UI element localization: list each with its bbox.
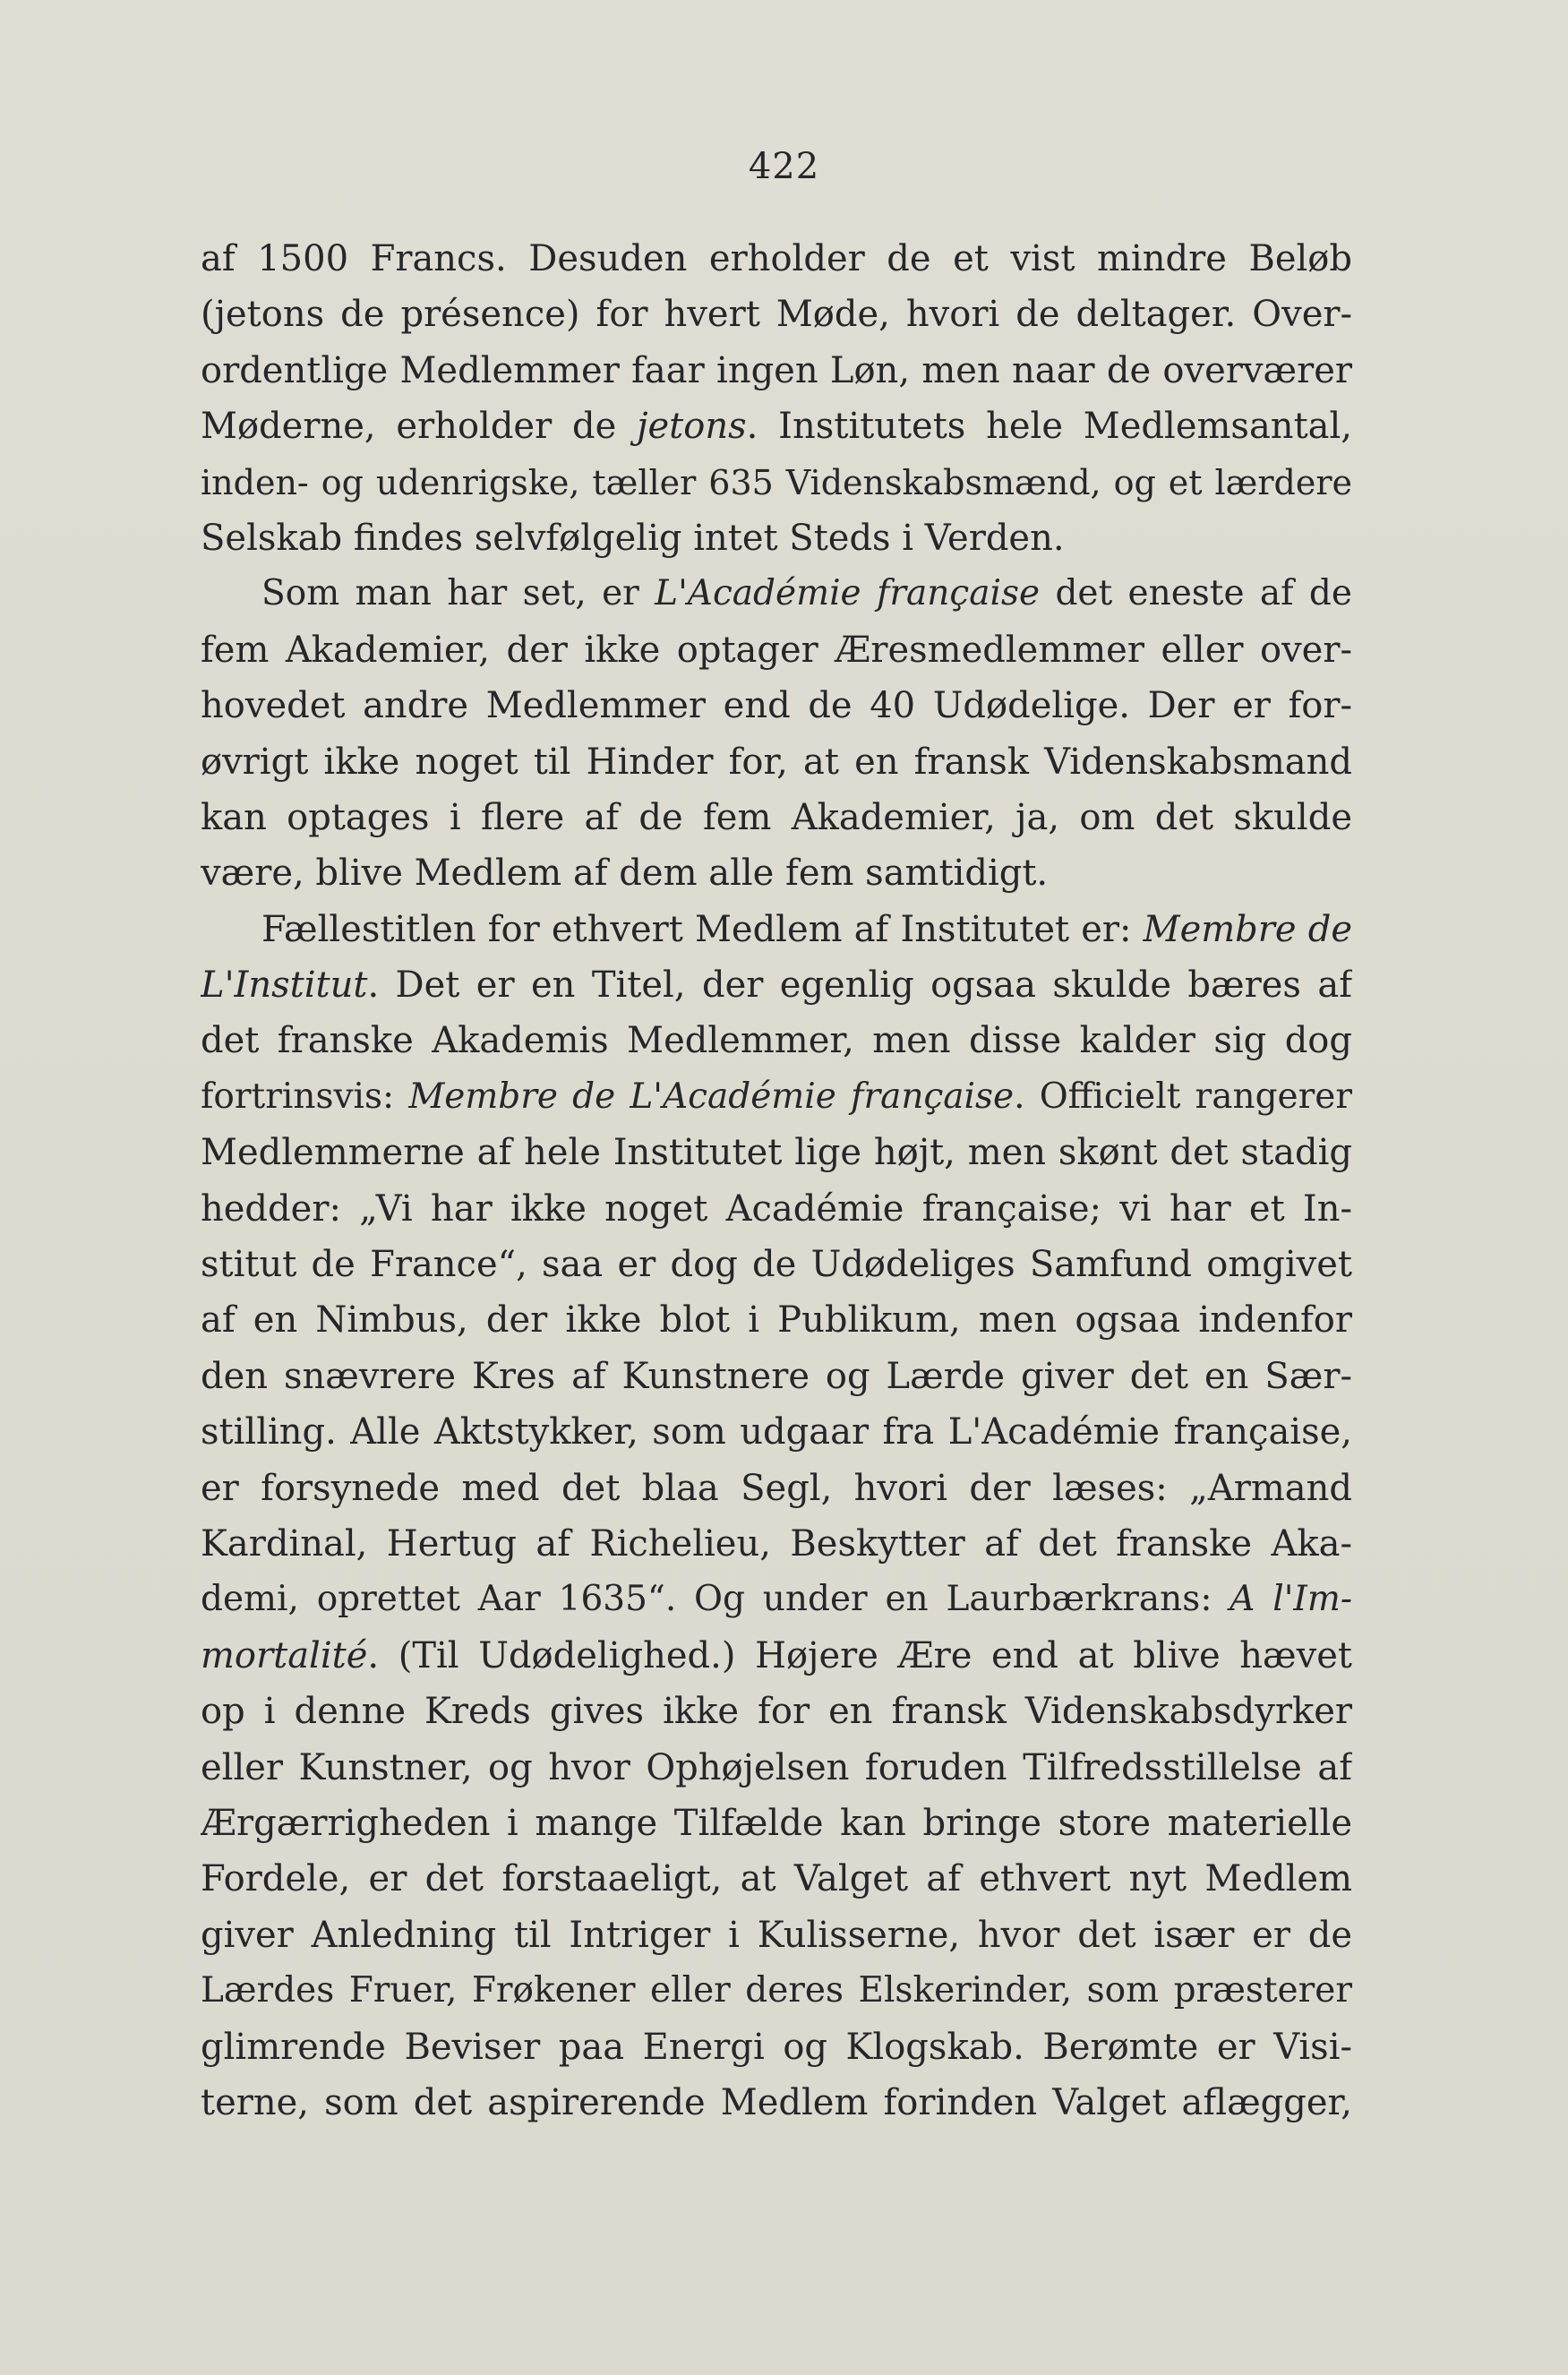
text-segment: stitut de France“, saa er dog de Udødeliges Samfund omgivet [201, 1244, 1352, 1286]
text-line [201, 399, 1352, 454]
text-line [201, 1572, 1352, 1627]
text-line [201, 343, 1352, 399]
italic-text: L'Institut [201, 965, 368, 1007]
text-segment: øvrigt ikke noget til Hinder for, at en fransk Videnskabsmand [201, 741, 1352, 783]
text-line [201, 1404, 1352, 1460]
text-line [201, 622, 1352, 678]
text-segment: op i denne Kreds gives ikke for en fransk Videnskabsdyrker [201, 1691, 1352, 1733]
text-segment: Kardinal, Hertug af Richelieu, Beskytter af det franske Aka- [201, 1522, 1352, 1565]
text-segment: hedder: „Vi har ikke noget Académie française; vi har et In- [201, 1188, 1352, 1230]
text-segment: demi, oprettet Aar 1635“. Og under en Laurbærkrans: [201, 1579, 1230, 1620]
text-line [201, 1516, 1352, 1572]
text-line [201, 2075, 1352, 2131]
italic-text: A l'Im- [1230, 1579, 1352, 1620]
text-line [201, 1069, 1352, 1125]
italic-text: Membre de L'Académie française [408, 1076, 1015, 1117]
text-line [201, 1908, 1352, 1963]
text-line [201, 287, 1352, 342]
text-segment: glimrende Beviser paa Energi og Klogskab. Berømte er Visi- [201, 2026, 1352, 2068]
text-segment: være, blive Medlem af dem alle fem samtidigt. [201, 853, 1049, 895]
text-segment: det eneste af de [1040, 573, 1352, 614]
page-number: 422 [748, 146, 820, 187]
text-segment: hovedet andre Medlemmer end de 40 Udødelige. Der er for- [201, 685, 1352, 727]
text-segment: stilling. Alle Aktstykker, som udgaar fra L'Académie française, [201, 1411, 1352, 1453]
text-segment: Ærgærrigheden i mange Tilfælde kan bringe store materielle [201, 1802, 1352, 1844]
text-line [201, 455, 1352, 510]
text-segment: ordentlige Medlemmer faar ingen Løn, men naar de overværer [201, 349, 1352, 391]
text-line [201, 1125, 1352, 1180]
text-segment: Som man har set, er [261, 573, 655, 614]
text-line [201, 1013, 1352, 1068]
text-line [201, 1740, 1352, 1796]
text-segment: Fordele, er det forstaaeligt, at Valget af ethvert nyt Medlem [201, 1858, 1352, 1900]
text-line [201, 790, 1352, 845]
text-line [201, 1461, 1352, 1516]
italic-text: mortalité [201, 1634, 368, 1676]
text-segment: . Institutets hele Medlemsantal, [746, 406, 1352, 448]
text-segment: af en Nimbus, der ikke blot i Publikum, men ogsaa indenfor [201, 1299, 1352, 1342]
text-segment: Fællestitlen for ethvert Medlem af Institutet er: [261, 908, 1144, 950]
body-text [201, 231, 1352, 2131]
text-segment: terne, som det aspirerende Medlem forinden Valget aflægger, [201, 2081, 1352, 2123]
text-segment: det franske Akademis Medlemmer, men disse kalder sig dog [201, 1020, 1352, 1062]
text-line [201, 1684, 1352, 1739]
text-line [201, 510, 1352, 566]
text-segment: Møderne, erholder de [201, 406, 638, 448]
text-segment: . Officielt rangerer [1014, 1076, 1352, 1117]
text-segment: (jetons de présence) for hvert Møde, hvori de deltager. Over- [201, 294, 1352, 336]
italic-text: jetons [637, 406, 747, 448]
text-line [201, 566, 1352, 622]
text-segment: den snævrere Kres af Kunstnere og Lærde giver det en Sær- [201, 1355, 1352, 1397]
text-line [201, 1796, 1352, 1851]
text-segment: . (Til Udødelighed.) Højere Ære end at blive hævet [367, 1634, 1352, 1676]
italic-text: Membre de [1143, 908, 1352, 950]
text-segment: Medlemmerne af hele Institutet lige højt, men skønt det stadig [201, 1132, 1352, 1174]
text-line [201, 678, 1352, 733]
text-line [201, 734, 1352, 790]
text-segment: . Det er en Titel, der egenlig ogsaa skulde bæres af [367, 965, 1352, 1007]
text-segment: giver Anledning til Intriger i Kulisserne, hvor det især er de [201, 1914, 1352, 1956]
text-line [201, 2019, 1352, 2075]
text-segment: er forsynede med det blaa Segl, hvori der læses: „Armand [201, 1467, 1352, 1509]
text-segment: kan optages i flere af de fem Akademier, ja, om det skulde [201, 796, 1352, 838]
text-segment: fem Akademier, der ikke optager Æresmedlemmer eller over- [201, 629, 1352, 671]
italic-text: L'Académie française [655, 573, 1041, 614]
text-line [201, 1349, 1352, 1404]
text-line [201, 902, 1352, 957]
text-line [201, 845, 1352, 901]
text-line [201, 1237, 1352, 1292]
text-line [201, 1851, 1352, 1907]
text-segment: Lærdes Fruer, Frøkener eller deres Elskerinder, som præsterer [201, 1970, 1352, 2011]
text-line [201, 1181, 1352, 1237]
text-line [201, 1292, 1352, 1348]
text-segment: inden- og udenrigske, tæller 635 Videnskabsmænd, og et lærdere [201, 462, 1352, 502]
text-segment: Selskab findes selvfølgelig intet Steds i Verden. [201, 517, 1065, 559]
text-line [201, 1628, 1352, 1684]
text-segment: eller Kunstner, og hvor Ophøjelsen foruden Tilfredsstillelse af [201, 1746, 1352, 1788]
text-segment: fortrinsvis: [201, 1076, 409, 1117]
text-line [201, 957, 1352, 1013]
text-line [201, 1963, 1352, 2019]
text-segment: af 1500 Francs. Desuden erholder de et vist mindre Beløb [201, 238, 1352, 279]
text-line [201, 231, 1352, 287]
